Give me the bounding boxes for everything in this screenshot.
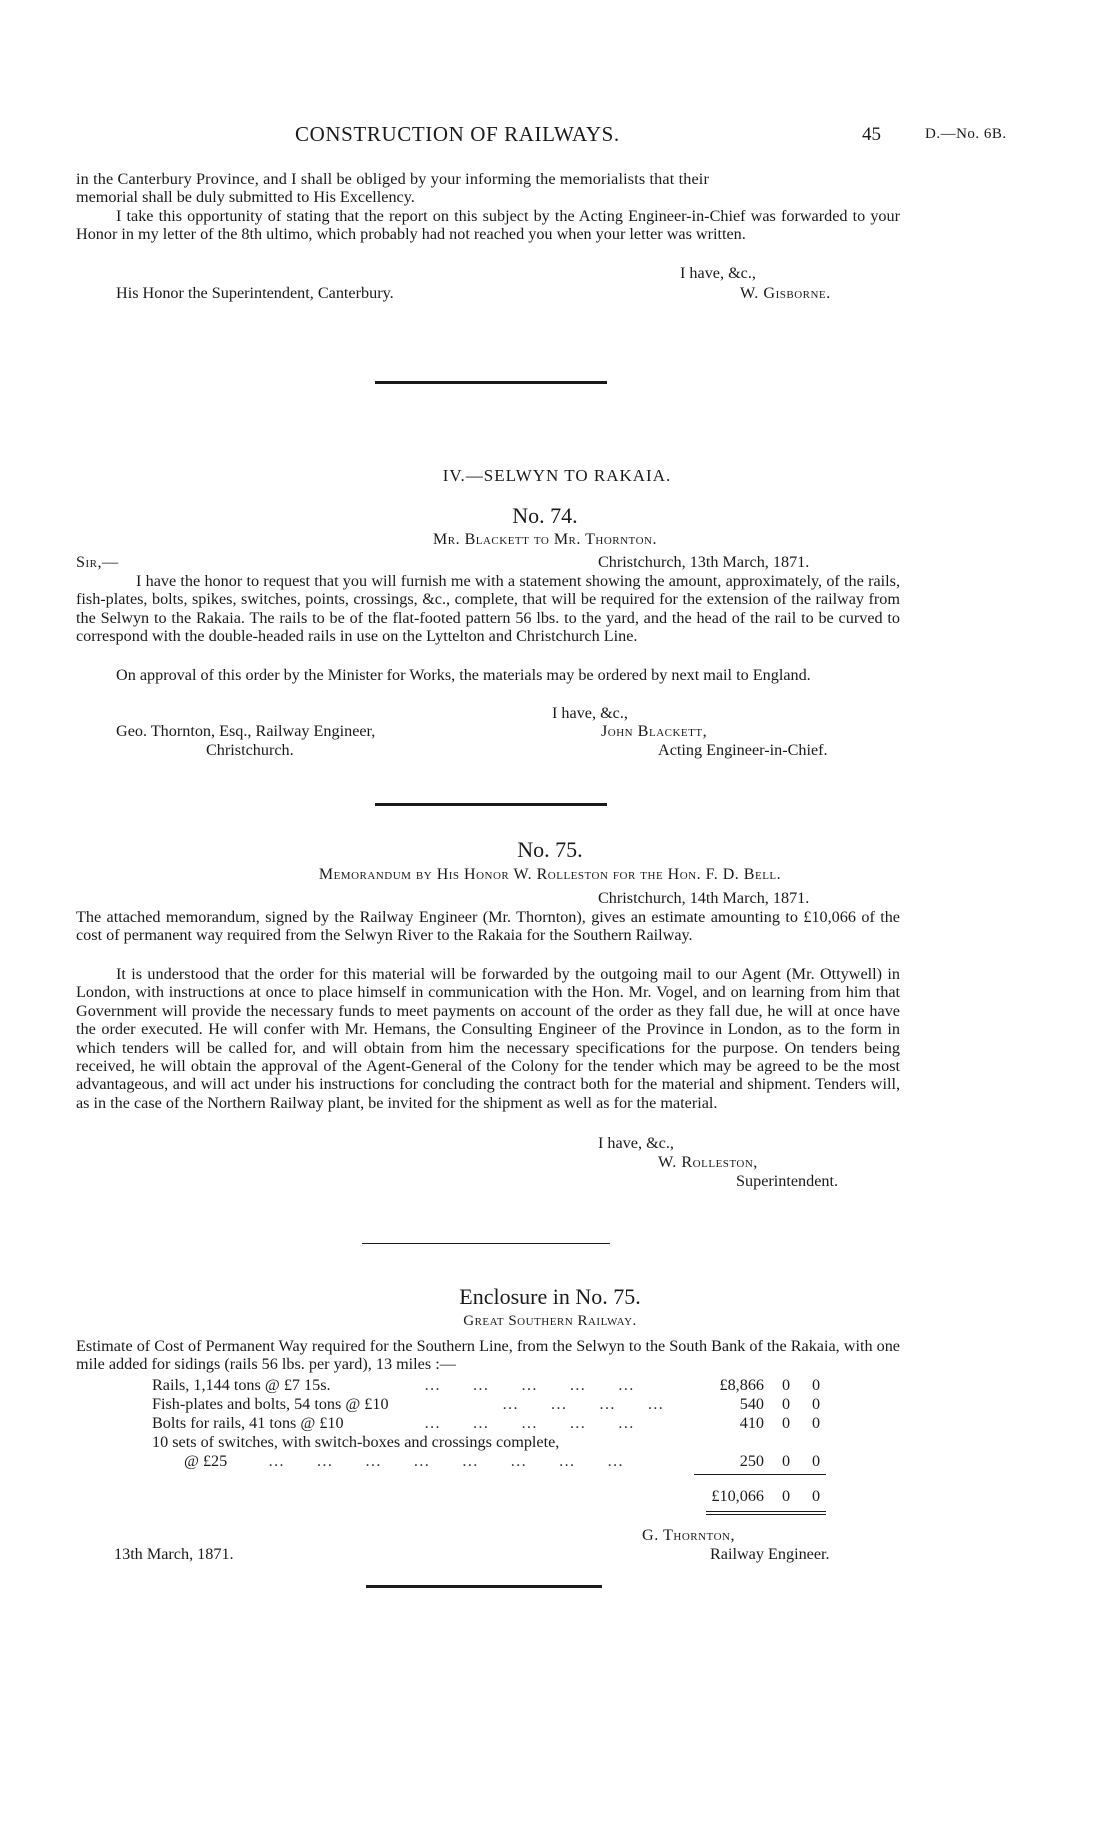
prev-letter-closing: I have, &c., [680,264,756,282]
prev-letter-line1: in the Canterbury Province, and I shall be obliged by your informing the memorialists that their [76,170,709,188]
item-3-leader: … … … … … [424,1414,636,1432]
no75-paragraph2: It is understood that the order for this material will be forwarded by the outgoing mail to our Agent (Mr. Ottywell) in London, with instructions at once to place himself in communication with the Hon. Mr. Vogel, and on learning from him that Government will provide the necessary funds to meet payments on account of the order as they fall due, he will at once have the order executed. He will confer with Mr. Hemans, the Consulting Engineer of the Province in London, as to the form in which tenders will be called for, and will obtain from him the necessary specifications for the purpose. On tenders being received, he will obtain the approval of the Agent-General of the Colony for the tender which may be agreed to be the most advantageous, and will act under his instructions for concluding the contract both for the material and shipment. Tenders will, as in the case of the Northern Railway plant, be invited for the shipment as well as for the material. [76,965,900,1112]
running-title: CONSTRUCTION OF RAILWAYS. [295,122,620,146]
item-1-pence: 0 [812,1376,821,1394]
section-heading: IV.—SELWYN TO RAKAIA. [442,466,672,485]
page-number: 45 [862,124,881,145]
enclosure-signature-title: Railway Engineer. [710,1545,830,1563]
section-divider [375,381,607,384]
total-rule-lower [706,1514,826,1515]
sum-rule [694,1474,826,1475]
item-2-pounds: 540 [739,1395,764,1413]
letter-divider [375,803,607,806]
enclosure-intro: Estimate of Cost of Permanent Way required for the Southern Line, from the Selwyn to the South Bank of the Rakaia, with one mile added for sidings (rails 56 lbs. per yard), 13 miles :— [76,1337,900,1374]
no75-subtitle: Memorandum by His Honor W. Rolleston for the Hon. F. D. Bell. [318,866,782,883]
no75-signature: W. Rolleston, [658,1153,758,1171]
enclosure-signature: G. Thornton, [642,1526,736,1544]
no74-paragraph1: I have the honor to request that you will furnish me with a statement showing the amount, approximately, of the rails, fish-plates, bolts, spikes, switches, points, crossings, &c., complete, that will be required for the extension of the railway from the Selwyn to the Rakaia. The rails to be of the flat-footed pattern 56 lbs. to the yard, and the head of the rail to be curved to correspond with the double-headed rails in use on the Lyttelton and Christchurch Line. [76,572,900,646]
enclosure-heading: Enclosure in No. 75. [459,1284,641,1309]
enclosure-date: 13th March, 1871. [114,1545,234,1563]
no74-subtitle: Mr. Blackett to Mr. Thornton. [433,531,657,548]
no74-signature: John Blackett, [601,722,708,740]
item-1-leader: … … … … … [424,1376,636,1394]
no74-addressee1: Geo. Thornton, Esq., Railway Engineer, [116,722,376,740]
prev-letter-signature: W. Gisborne. [740,284,831,302]
item-2-leader: … … … … [502,1395,666,1413]
item-1-shillings: 0 [782,1376,791,1394]
total-pence: 0 [812,1487,821,1505]
item-3-pounds: 410 [739,1414,764,1432]
no74-paragraph2: On approval of this order by the Minister for Works, the materials may be ordered by next mail to England. [116,666,811,684]
thin-divider [362,1243,610,1244]
item-4-shillings: 0 [782,1452,791,1470]
enclosure-subtitle: Great Southern Railway. [463,1313,637,1329]
no74-signature-title: Acting Engineer-in-Chief. [658,741,828,759]
item-2-shillings: 0 [782,1395,791,1413]
no74-place-date: Christchurch, 13th March, 1871. [598,553,810,571]
no75-signature-title: Superintendent. [736,1172,839,1190]
prev-letter-line2: memorial shall be duly submitted to His Excellency. [76,188,415,206]
item-4-label: 10 sets of switches, with switch-boxes and crossings complete, [152,1433,560,1451]
total-shillings: 0 [782,1487,791,1505]
no74-closing: I have, &c., [552,704,628,722]
item-1-pounds: £8,866 [719,1376,764,1394]
item-4-leader: … … … … … … … … [268,1452,626,1470]
total-rule-upper [706,1511,826,1512]
item-2-label: Fish-plates and bolts, 54 tons @ £10 [152,1395,389,1413]
no74-number: No. 74. [512,503,578,528]
item-3-pence: 0 [812,1414,821,1432]
no75-closing: I have, &c., [598,1134,674,1152]
document-reference: D.—No. 6B. [925,126,1007,142]
item-1-label: Rails, 1,144 tons @ £7 15s. [152,1376,331,1394]
item-4-pence: 0 [812,1452,821,1470]
no74-addressee2: Christchurch. [206,741,294,759]
item-3-shillings: 0 [782,1414,791,1432]
item-3-label: Bolts for rails, 41 tons @ £10 [152,1414,344,1432]
item-4-pounds: 250 [739,1452,764,1470]
no75-number: No. 75. [517,837,583,862]
no75-paragraph1: The attached memorandum, signed by the Railway Engineer (Mr. Thornton), gives an estimate amounting to £10,066 of the cost of permanent way required from the Selwyn River to the Rakaia for the Southern Railway. [76,908,900,945]
no75-place-date: Christchurch, 14th March, 1871. [598,889,810,907]
prev-letter-addressee: His Honor the Superintendent, Canterbury. [116,284,394,302]
item-4-label-continued: @ £25 [184,1452,228,1470]
no74-salutation: Sir,— [76,553,119,571]
item-2-pence: 0 [812,1395,821,1413]
prev-letter-paragraph: I take this opportunity of stating that the report on this subject by the Acting Engineer-in-Chief was forwarded to your Honor in my letter of the 8th ultimo, which probably had not reached you when your letter was written. [76,207,900,244]
total-pounds: £10,066 [711,1487,764,1505]
end-divider [366,1585,602,1588]
